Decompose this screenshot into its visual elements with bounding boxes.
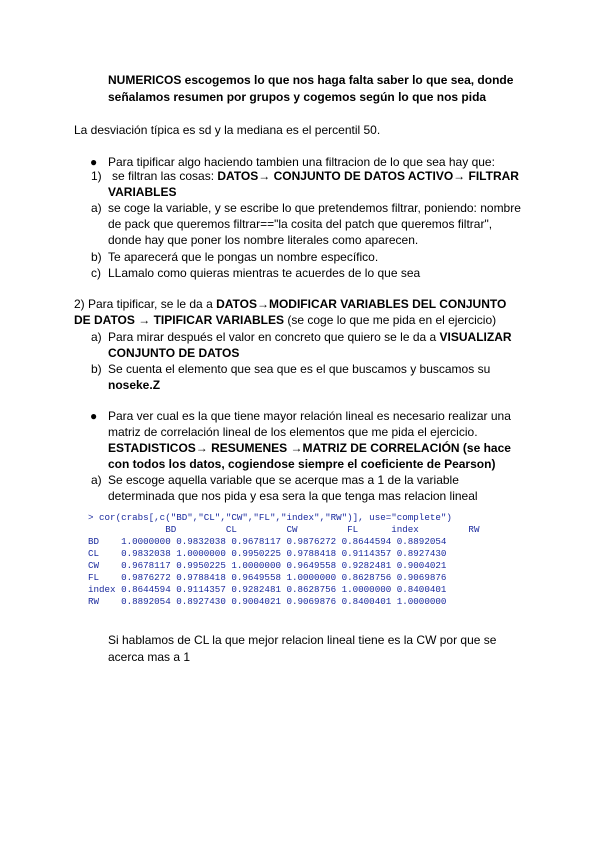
section2-line1: 2) Para tipificar, se le da a DATOS→MODIFICAR VARIABLES DEL CONJUNTO bbox=[74, 297, 507, 311]
section1-b-line1: Te aparecerá que le pongas un nombre específico. bbox=[108, 250, 379, 264]
list-marker: c) bbox=[91, 266, 101, 280]
section3-line1: Para ver cual es la que tiene mayor relación lineal es necesario realizar una bbox=[108, 409, 511, 423]
section1-a-line1: se coge la variable, y se escribe lo que pretendemos filtrar, poniendo: nombre bbox=[108, 201, 521, 215]
section1-c-line1: LLamalo como quieras mientras te acuerdes de lo que sea bbox=[108, 266, 421, 280]
bullet-icon: ● bbox=[90, 155, 98, 169]
section3-a-line2: determinada que nos pida y esa sera la que tenga mas relacion lineal bbox=[108, 489, 478, 503]
r-matrix-header: BD CL CW FL index RW bbox=[88, 524, 480, 535]
r-matrix-row: index 0.8644594 0.9114357 0.9282481 0.8628756 1.0000000 0.8400401 bbox=[88, 584, 447, 595]
list-marker: b) bbox=[91, 250, 102, 264]
paragraph-sd-median: La desviación típica es sd y la mediana es el percentil 50. bbox=[74, 123, 381, 137]
bullet-icon: ● bbox=[90, 409, 98, 423]
r-matrix-row: BD 1.0000000 0.9832038 0.9678117 0.9876272 0.8644594 0.8892054 bbox=[88, 536, 447, 547]
r-matrix-row: FL 0.9876272 0.9788418 0.9649558 1.0000000 0.8628756 0.9069876 bbox=[88, 572, 447, 583]
section3-line2: matriz de correlación lineal de los elementos que me pida el ejercicio. bbox=[108, 425, 478, 439]
section1-step1-line2: VARIABLES bbox=[108, 185, 177, 199]
list-marker: b) bbox=[91, 362, 102, 376]
section2-a-line1: Para mirar después el valor en concreto que quiero se le da a VISUALIZAR bbox=[108, 330, 512, 344]
r-command: > cor(crabs[,c("BD","CL","CW","FL","index","RW")], use="complete") bbox=[88, 512, 452, 523]
section1-step1-line1: se filtran las cosas: DATOS→ CONJUNTO DE DATOS ACTIVO→ FILTRAR bbox=[112, 169, 519, 183]
list-marker: a) bbox=[91, 473, 102, 487]
section3-line3: ESTADISTICOS→ RESUMENES →MATRIZ DE CORRELACIÓN (se hace bbox=[108, 441, 511, 455]
section2-a-line2: CONJUNTO DE DATOS bbox=[108, 346, 240, 360]
r-matrix-row: CL 0.9832038 1.0000000 0.9950225 0.9788418 0.9114357 0.8927430 bbox=[88, 548, 447, 559]
list-marker: 1) bbox=[91, 169, 102, 183]
section1-a-line3: donde hay que poner los nombre literales como aparecen. bbox=[108, 233, 419, 247]
section2-b-line2: noseke.Z bbox=[108, 378, 161, 392]
section1-bullet-text: Para tipificar algo haciendo tambien una filtracion de lo que sea hay que: bbox=[108, 155, 495, 169]
intro-line-1: NUMERICOS escogemos lo que nos haga falta saber lo que sea, donde bbox=[108, 73, 514, 87]
section3-a-line1: Se escoge aquella variable que se acerque mas a 1 de la variable bbox=[108, 473, 459, 487]
list-marker: a) bbox=[91, 330, 102, 344]
list-marker: a) bbox=[91, 201, 102, 215]
r-correlation-output bbox=[88, 512, 520, 607]
conclusion-line1: Si hablamos de CL la que mejor relacion lineal tiene es la CW por que se bbox=[108, 633, 497, 647]
intro-line-2: señalamos resumen por grupos y cogemos según lo que nos pida bbox=[108, 90, 487, 104]
section2-line2: DE DATOS → TIPIFICAR VARIABLES (se coge lo que me pida en el ejercicio) bbox=[74, 313, 497, 327]
conclusion-line2: acerca mas a 1 bbox=[108, 650, 191, 664]
r-matrix-row: CW 0.9678117 0.9950225 1.0000000 0.9649558 0.9282481 0.9004021 bbox=[88, 560, 447, 571]
section3-line4: con todos los datos, cogiendose siempre el coeficiente de Pearson) bbox=[108, 457, 496, 471]
section2-b-line1: Se cuenta el elemento que sea que es el que buscamos y buscamos su bbox=[108, 362, 491, 376]
section1-a-line2: de pack que queremos filtrar=="la cosita del patch que queremos filtrar", bbox=[108, 217, 493, 231]
r-matrix-row: RW 0.8892054 0.8927430 0.9004021 0.9069876 0.8400401 1.0000000 bbox=[88, 596, 447, 607]
